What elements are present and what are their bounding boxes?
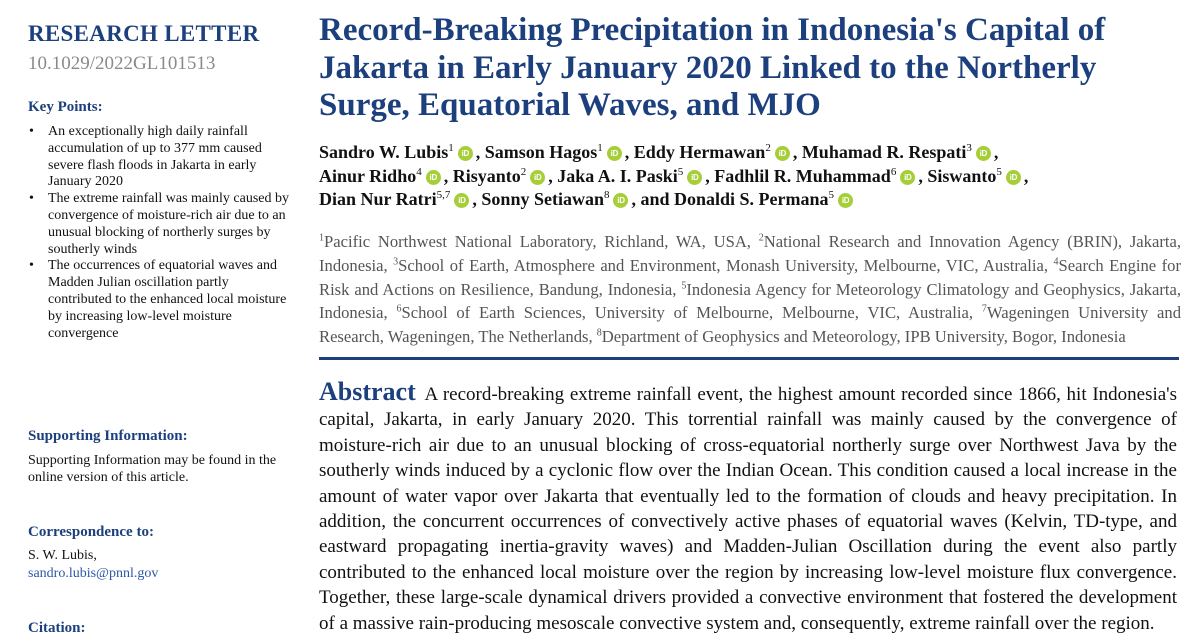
author-name: Jaka A. I. Paski (557, 165, 678, 186)
key-points-heading: Key Points: (28, 99, 103, 115)
author-affiliation-number: 5 (677, 165, 684, 178)
author-affiliation-number: 1 (448, 142, 454, 154)
author-name: Ainur Ridho (319, 165, 417, 186)
author-affiliation-number: 6 (890, 165, 897, 178)
orcid-icon[interactable]: iD (838, 193, 853, 208)
author-list: Sandro W. Lubis$^1$ iD , Samson Hagos$^1$ iD , Eddy Hermawan$^2$ iD , Muhamad R. Respati$^3$ iD , Ainur Ridho$^4$ iD , Risyanto$^2$ iD , Jaka A. I. Paski$^5$ iD , Fadhlil R. Muhammad$^6$ iD , Siswanto$^5$ iD , Dian Nur Ratri$^{5,7}$ iD , Sonny Setiawan$^8$ iD , and Donaldi S. Permana$^5$ iD (319, 142, 1029, 209)
author-name: Siswanto (927, 165, 997, 186)
author-affiliation-number: 1 (597, 142, 603, 154)
affiliation: Department of Geophysics and Meteorology, IPB University, Bogor, Indonesia (601, 327, 1126, 347)
key-point: • The occurrences of equatorial waves and Madden Julian oscillation partly contributed to the enhanced local moisture by increasing low-level moisture convergence (28, 258, 290, 342)
affiliation-number: 2 (758, 232, 764, 244)
affiliation-number: 1 (319, 232, 324, 244)
author-affiliation-number: 4 (416, 165, 422, 178)
affiliation-number: 8 (596, 327, 602, 339)
author-name: Sandro W. Lubis (319, 142, 449, 162)
affiliations (319, 230, 1181, 349)
author (634, 142, 793, 162)
section-divider (319, 357, 1179, 360)
key-point: • The extreme rainfall was mainly caused by convergence of moisture-rich air due to an unusual blocking of northerly surges by southerly winds (28, 191, 290, 258)
orcid-icon[interactable]: iD (775, 146, 790, 161)
supporting-info-text: Supporting Information may be found in the online version of this article. (28, 453, 277, 485)
doi[interactable]: 10.1029/2022GL101513 (28, 53, 216, 74)
author (319, 142, 476, 162)
abstract-label: Abstract (319, 377, 416, 406)
correspondence-name: S. W. Lubis, (28, 548, 97, 563)
orcid-icon[interactable]: iD (607, 146, 622, 161)
article-type: RESEARCH LETTER (28, 21, 260, 46)
author (674, 189, 856, 209)
orcid-icon[interactable]: iD (530, 170, 545, 185)
orcid-icon[interactable]: iD (613, 193, 628, 208)
author (453, 166, 549, 186)
orcid-icon[interactable]: iD (687, 170, 702, 185)
affiliation-number: 6 (396, 303, 402, 315)
correspondence-email-link[interactable]: sandro.lubis@pnnl.gov (28, 566, 159, 581)
author (485, 142, 625, 162)
affiliation: Search Engine for Risk and Actions on Resilience, Bandung, Indonesia, (319, 255, 1182, 299)
author-affiliation-number: 5,7 (436, 189, 451, 201)
orcid-icon[interactable]: iD (900, 170, 915, 185)
paper-title: Record-Breaking Precipitation in Indonesia's Capital of Jakarta in Early January 2020 Linked to the Northerly Surge, Equatorial Waves, and MJO (319, 12, 1106, 123)
author (927, 166, 1024, 186)
author (802, 142, 994, 162)
key-points-list (28, 124, 290, 342)
affiliation: Indonesia Agency for Meteorology Climatology and Geophysics, Jakarta, Indonesia, (319, 279, 1181, 323)
author-name: Risyanto (452, 165, 521, 186)
author-name: Muhamad R. Respati (801, 142, 967, 162)
abstract (319, 379, 1177, 636)
correspondence-heading: Correspondence to: (28, 524, 154, 540)
affiliation-number: 7 (981, 303, 987, 315)
affiliation: National Research and Innovation Agency (BRIN), Jakarta, Indonesia, (319, 232, 1181, 275)
author-name: Sonny Setiawan (481, 189, 604, 209)
author (714, 166, 918, 186)
author-affiliation-number: 3 (966, 142, 972, 154)
author (319, 189, 472, 209)
author-name: Fadhlil R. Muhammad (714, 165, 891, 186)
author-name: Eddy Hermawan (633, 142, 766, 162)
supporting-info-heading: Supporting Information: (28, 428, 188, 444)
affiliation-number: 3 (393, 256, 399, 268)
key-point: • An exceptionally high daily rainfall accumulation of up to 377 mm caused severe flash floods in Jakarta in early January 2020 (28, 124, 290, 191)
author-affiliation-number: 2 (765, 142, 771, 154)
affiliation: Wageningen University and Research, Wageningen, The Netherlands, (319, 303, 1181, 347)
affiliation-number: 4 (1053, 256, 1059, 268)
affiliation: School of Earth, Atmosphere and Environment, Monash University, Melbourne, VIC, Australia, (398, 255, 1049, 275)
abstract-text: A record-breaking extreme rainfall event, the highest amount recorded since 1866, hit Indonesia's capital, Jakarta, in early January 2020. This torrential rainfall was mainly caused by the convergence of moisture-rich air due to an unusual blocking of cross-equatorial northerly surge over Northwest Java by the southerly winds induced by a cyclonic flow over the Indian Ocean. This condition caused a local increase in the amount of water vapor over Jakarta that eventually led to the formation of clouds and heavy precipitation. In addition, the concurrent occurrences of convectively active phases of equatorial waves (Kelvin, TD-type, and eastward propagating inertia-gravity waves) and Madden-Julian Oscillation during the event also partly contributed to the enhanced local moisture over the region by increasing low-level moisture flux convergence. Together, these large-scale dynamical drivers provided a convective environment that fostered the development of a massive rain-producing mesoscale convective system and, consequently, extreme rainfall over the region. (319, 384, 1178, 634)
author-name: Dian Nur Ratri (319, 189, 437, 209)
author-affiliation-number: 5 (828, 189, 835, 201)
author (481, 189, 631, 209)
orcid-icon[interactable]: iD (454, 193, 469, 208)
author-affiliation-number: 2 (520, 165, 527, 178)
orcid-icon[interactable]: iD (426, 170, 441, 185)
orcid-icon[interactable]: iD (976, 146, 991, 161)
affiliation-number: 5 (681, 280, 687, 292)
author-affiliation-number: 5 (996, 165, 1002, 178)
orcid-icon[interactable]: iD (458, 146, 473, 161)
author-affiliation-number: 8 (603, 189, 610, 201)
citation-heading: Citation: (28, 620, 86, 636)
author-name: Donaldi S. Permana (674, 189, 829, 209)
author-name: Samson Hagos (484, 142, 598, 162)
author (557, 166, 705, 186)
affiliation: School of Earth Sciences, University of Melbourne, Melbourne, VIC, Australia, (401, 303, 974, 323)
author (319, 166, 444, 186)
affiliation: Pacific Northwest National Laboratory, Richland, WA, USA, (324, 232, 751, 251)
orcid-icon[interactable]: iD (1006, 170, 1021, 185)
